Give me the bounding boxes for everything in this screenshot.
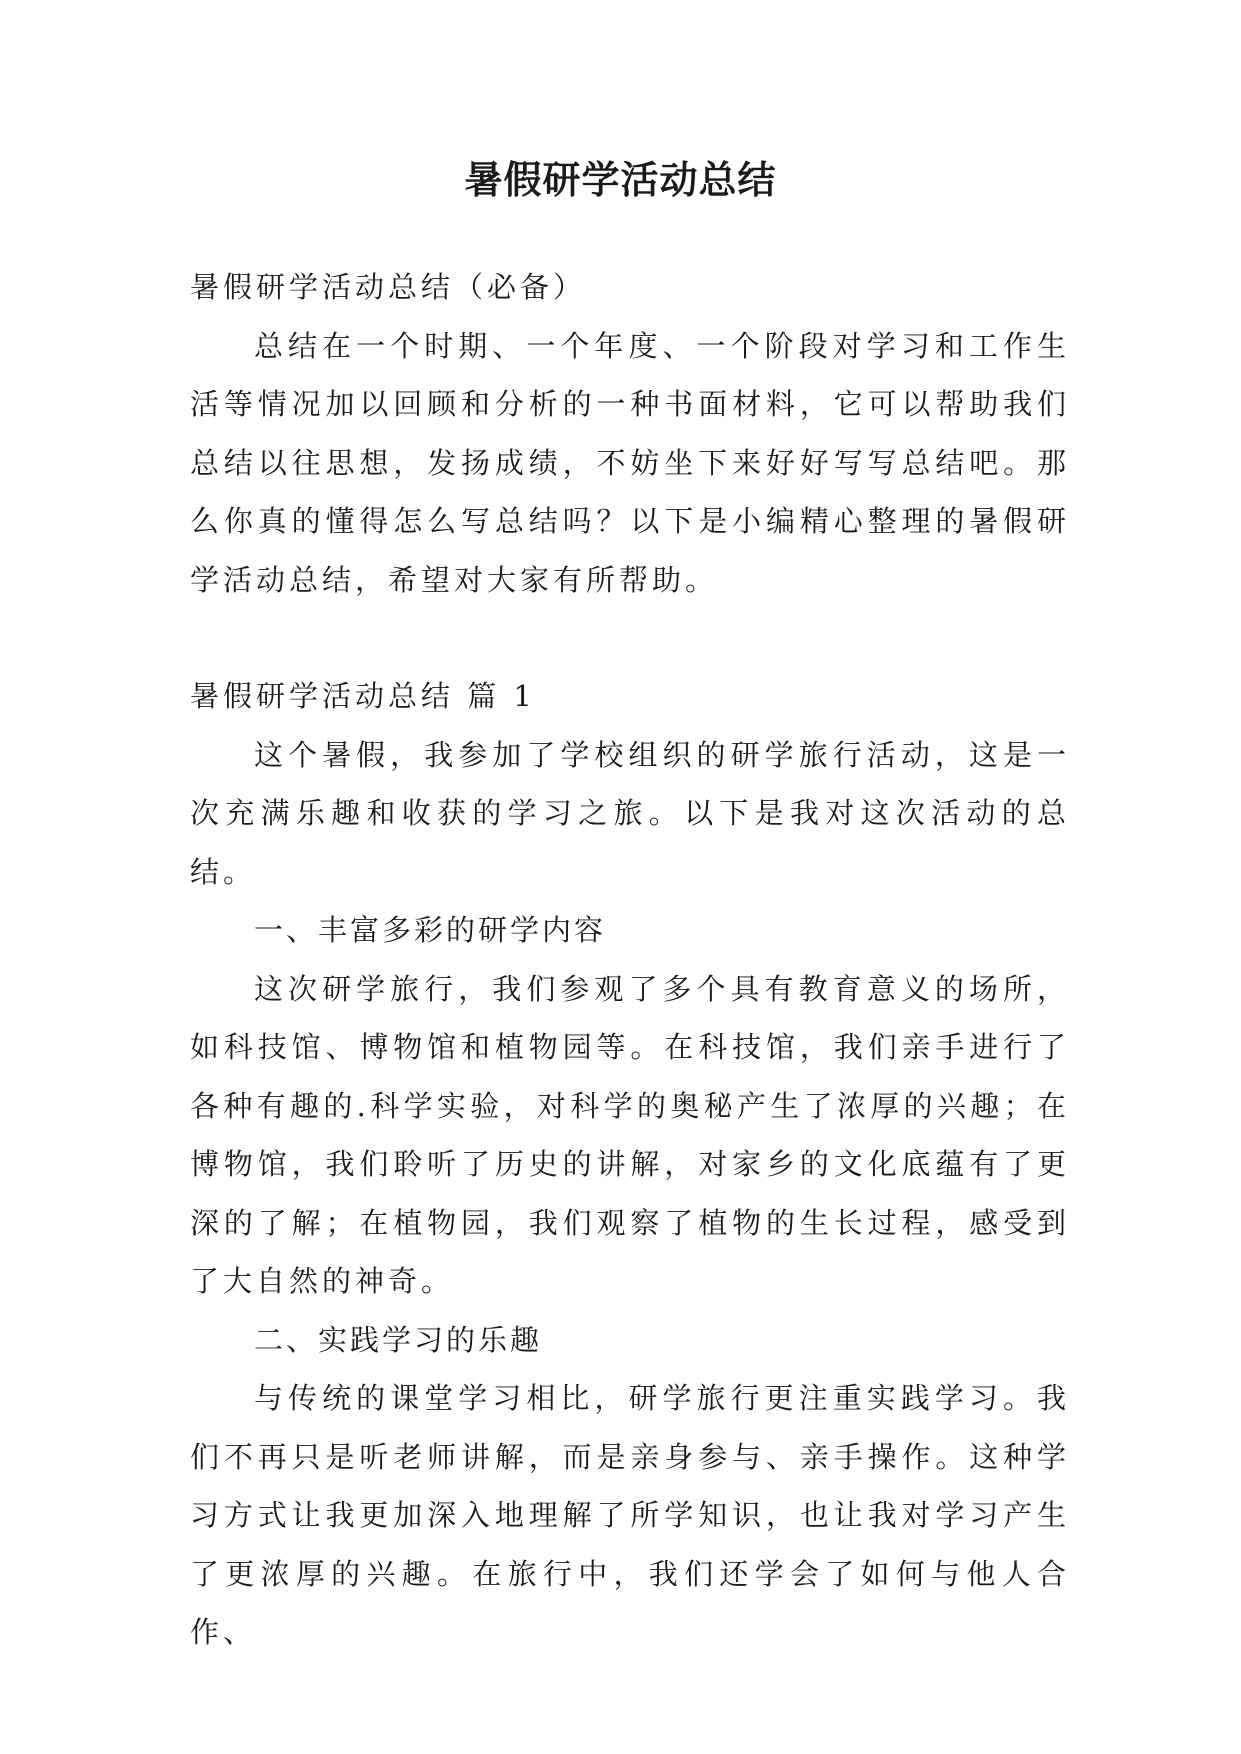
paragraph-1: 这个暑假，我参加了学校组织的研学旅行活动，这是一次充满乐趣和收获的学习之旅。以下是我对这次活动的总结。: [190, 737, 1070, 889]
section-1-heading: 一、丰富多彩的研学内容: [254, 913, 607, 947]
section-2-heading: 二、实践学习的乐趣: [254, 1322, 543, 1357]
article-heading: 暑假研学活动总结 篇 1: [190, 679, 536, 713]
intro-heading: 暑假研学活动总结（必备）: [190, 270, 587, 304]
paragraph-3: 与传统的课堂学习相比，研学旅行更注重实践学习。我们不再只是听老师讲解，而是亲身参与、亲手操作。这种学习方式让我更加深入地理解了所学知识，也让我对学习产生了更浓厚的兴趣。在旅行中，我们还学会了如何与他人合作、: [190, 1381, 1070, 1649]
intro-paragraph: 总结在一个时期、一个年度、一个阶段对学习和工作生活等情况加以回顾和分析的一种书面材料，它可以帮助我们总结以往思想，发扬成绩，不妨坐下来好好写写总结吧。那么你真的懂得怎么写总结吗？以下是小编精心整理的暑假研学活动总结，希望对大家有所帮助。: [190, 328, 1070, 597]
document-body: [190, 258, 1070, 1662]
paragraph-2: 这次研学旅行，我们参观了多个具有教育意义的场所，如科技馆、博物馆和植物园等。在科技馆，我们亲手进行了各种有趣的.科学实验，对科学的奥秘产生了浓厚的兴趣；在博物馆，我们聆听了历史的讲解，对家乡的文化底蕴有了更深的了解；在植物园，我们观察了植物的生长过程，感受到了大自然的神奇。: [190, 971, 1070, 1298]
document-title: 暑假研学活动总结: [464, 158, 777, 202]
